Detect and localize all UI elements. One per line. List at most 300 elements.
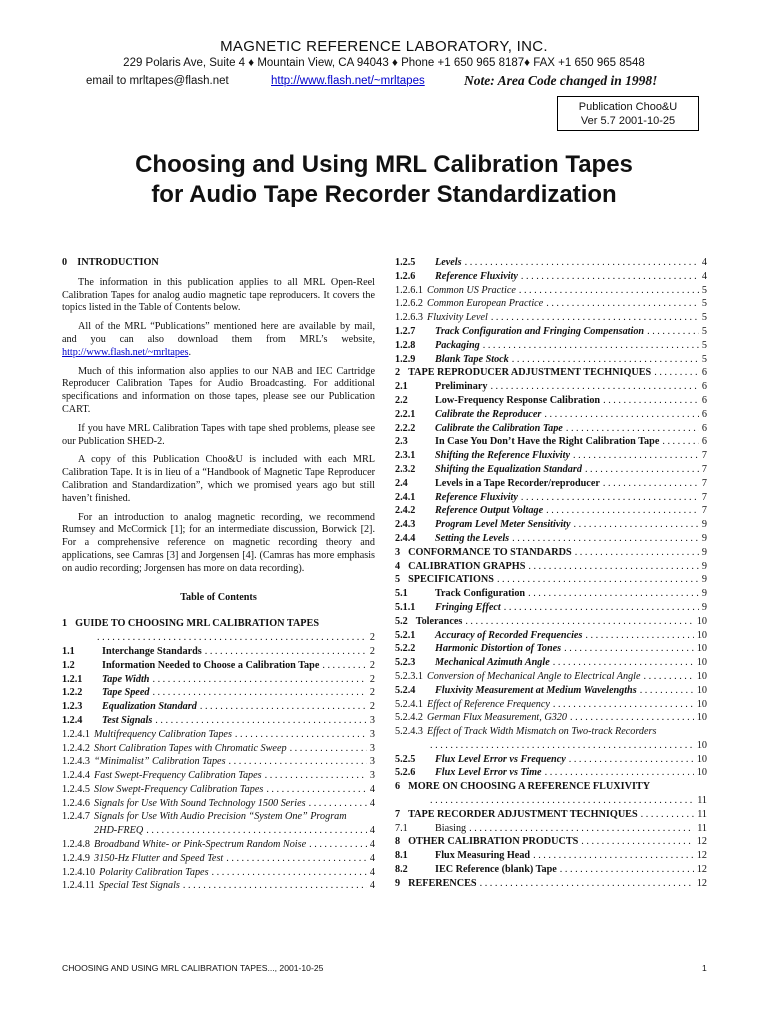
toc-leader-dots [519, 285, 699, 298]
toc-entry[interactable] [395, 271, 707, 285]
toc-page-number: 5 [701, 298, 707, 310]
toc-leader-dots [205, 646, 367, 659]
toc-leader-dots [309, 839, 367, 852]
toc-leader-dots [603, 395, 699, 408]
toc-entry-number: 1.2.4.6 [62, 797, 91, 809]
toc-entry[interactable] [395, 561, 707, 575]
toc-entry[interactable] [62, 756, 375, 770]
toc-entry-text: Shifting the Reference Fluxivity [435, 450, 570, 462]
toc-entry[interactable] [395, 588, 707, 602]
toc-entry[interactable] [395, 712, 707, 726]
toc-entry-number: 1.2.6.1 [395, 284, 424, 296]
toc-entry-number: 2.4.1 [395, 491, 416, 503]
toc-page-number: 9 [701, 560, 707, 572]
toc-entry-number: 1.2.4.5 [62, 783, 91, 795]
toc-leader-dots [430, 795, 694, 809]
toc-page-number: 10 [696, 615, 707, 627]
toc-entry[interactable] [395, 381, 707, 395]
toc-leader-dots [290, 743, 367, 756]
toc-entry-number: 1.2.3 [62, 701, 83, 713]
toc-entry-text: Flux Level Error vs Time [435, 767, 542, 779]
toc-entry[interactable] [395, 285, 707, 299]
toc-entry-text: Signals for Use With Sound Technology 1500 Series [94, 797, 306, 809]
toc-page-number: 3 [369, 756, 375, 768]
toc-entry-number: 1.2.4.2 [62, 742, 91, 754]
toc-entry-number: 2.2.1 [395, 408, 416, 420]
toc-entry-number: 1.2.7 [395, 325, 416, 337]
toc-entry-text: Short Calibration Tapes with Chromatic Sweep [94, 742, 287, 754]
toc-entry[interactable] [395, 616, 707, 630]
toc-entry[interactable] [395, 478, 707, 492]
toc-leader-dots [662, 436, 699, 449]
toc-leader-dots [229, 756, 367, 769]
toc-page-number: 6 [701, 422, 707, 434]
toc-entry-text: Test Signals [102, 714, 153, 726]
toc-entry-text: GUIDE TO CHOOSING MRL CALIBRATION TAPES [75, 618, 319, 630]
toc-entry[interactable] [62, 867, 375, 881]
toc-page-number: 2 [369, 659, 375, 671]
toc-entry[interactable] [395, 436, 707, 450]
toc-entry-number: 1.2.9 [395, 353, 416, 365]
toc-leader-dots [146, 825, 367, 839]
toc-leader-dots [654, 367, 699, 380]
page-number: 1 [702, 963, 707, 973]
toc-entry-number: 5.2.5 [395, 753, 416, 765]
toc-entry[interactable] [395, 643, 707, 657]
toc-entry-number: 5.2.3 [395, 657, 416, 669]
toc-entry-number: 5.2.3.1 [395, 670, 424, 682]
publication-box [557, 96, 699, 131]
toc-entry-number: 5.2.1 [395, 629, 416, 641]
toc-entry-number: 2.2 [395, 394, 408, 406]
toc-entry-number: 1.2.4 [62, 714, 83, 726]
toc-entry-text: Accuracy of Recorded Frequencies [435, 629, 583, 641]
toc-entry-text: Calibrate the Calibration Tape [435, 422, 563, 434]
right-column [395, 257, 707, 892]
toc-page-number: 10 [696, 670, 707, 682]
toc-entry-number: 1.2.4.7 [62, 811, 91, 823]
toc-entry[interactable] [395, 519, 707, 533]
toc-entry-number: 2.4.2 [395, 505, 416, 517]
toc-leader-dots [465, 616, 693, 629]
toc-entry-text: MORE ON CHOOSING A REFERENCE FLUXIVITY [408, 781, 651, 793]
toc-entry-continuation [62, 632, 375, 646]
toc-entry-number: 1.2.4.11 [62, 880, 95, 892]
toc-entry-text: Tape Speed [102, 687, 150, 699]
toc-entry-number: 5.2.6 [395, 767, 416, 779]
toc-entry[interactable] [395, 685, 707, 699]
toc-leader-dots [465, 257, 699, 270]
toc-page-number: 12 [696, 877, 707, 889]
toc-leader-dots [152, 674, 366, 687]
toc-entry[interactable] [395, 781, 707, 795]
toc-page-number: 2 [369, 645, 375, 657]
toc-entry-number: 2.4.4 [395, 532, 416, 544]
toc-page-number: 10 [696, 643, 707, 655]
toc-leader-dots [497, 574, 699, 587]
toc-page-number: 7 [701, 477, 707, 489]
toc-leader-dots [490, 381, 698, 394]
toc-entry-text: Shifting the Equalization Standard [435, 463, 582, 475]
toc-entry[interactable] [395, 423, 707, 437]
toc-leader-dots [521, 492, 699, 505]
toc-entry[interactable] [395, 864, 707, 878]
toc-page-number: 4 [369, 825, 375, 837]
toc-leader-dots [309, 798, 367, 811]
toc-leader-dots [644, 671, 694, 684]
toc-entry-text: Mechanical Azimuth Angle [435, 657, 550, 669]
toc-entry-text: CALIBRATION GRAPHS [408, 560, 526, 572]
toc-entry-text: OTHER CALIBRATION PRODUCTS [408, 836, 579, 848]
toc-entry[interactable] [395, 298, 707, 312]
toc-entry[interactable] [62, 784, 375, 798]
toc-leader-dots [570, 712, 694, 725]
toc-entry-number: 2.4 [395, 477, 408, 489]
left-column [62, 257, 375, 894]
toc-page-number: 2 [369, 687, 375, 699]
toc-entry-number: 1.2.8 [395, 339, 416, 351]
toc-page-number: 10 [696, 739, 707, 751]
toc-entry-text: Packaging [435, 339, 480, 351]
toc-page-number: 6 [701, 367, 707, 379]
toc-entry-number: 6 [395, 781, 401, 793]
toc-entry-text: Harmonic Distortion of Tones [435, 643, 562, 655]
toc-entry-number: 8 [395, 836, 401, 848]
toc-entry-text: 3150-Hz Flutter and Speed Test [94, 852, 224, 864]
toc-entry[interactable] [62, 811, 375, 825]
toc-leader-dots [322, 660, 367, 673]
toc-leader-dots [585, 630, 693, 643]
toc-leader-dots [641, 809, 695, 822]
toc-page-number: 12 [696, 850, 707, 862]
toc-right-list [395, 257, 707, 892]
intro-paragraph-2-text: All of the MRL “Publications” mentioned here are available by mail, and you can also download them from MRL’s website, [62, 321, 375, 345]
toc-leader-dots [544, 409, 699, 422]
toc-leader-dots [528, 588, 699, 601]
toc-leader-dots [155, 715, 367, 728]
toc-entry[interactable] [395, 574, 707, 588]
title-line-2: for Audio Tape Recorder Standardization [151, 181, 617, 208]
toc-entry-number: 1.2.5 [395, 257, 416, 268]
toc-entry-text: Information Needed to Choose a Calibration Tape [102, 659, 320, 671]
toc-entry-number: 9 [395, 877, 401, 889]
toc-leader-dots [546, 505, 699, 518]
toc-page-number: 3 [369, 770, 375, 782]
toc-page-number: 5 [701, 284, 707, 296]
toc-entry[interactable] [395, 464, 707, 478]
toc-entry-text: German Flux Measurement, G320 [427, 712, 567, 724]
toc-entry-number: 1.2.4.4 [62, 770, 91, 782]
toc-leader-dots [491, 312, 699, 325]
toc-entry[interactable] [395, 367, 707, 381]
toc-leader-dots [512, 533, 699, 546]
toc-leader-dots [574, 519, 699, 532]
toc-leader-dots [212, 867, 367, 880]
toc-entry[interactable] [395, 312, 707, 326]
toc-entry[interactable] [62, 660, 375, 674]
toc-entry[interactable] [395, 354, 707, 368]
toc-entry[interactable] [395, 492, 707, 506]
toc-entry-text: Setting the Levels [435, 532, 510, 544]
toc-entry-number: 5.1.1 [395, 601, 416, 613]
toc-entry[interactable] [62, 618, 375, 632]
toc-entry-number: 5.2.4.1 [395, 698, 424, 710]
toc-page-number: 10 [696, 712, 707, 724]
toc-page-number: 3 [369, 728, 375, 740]
toc-entry[interactable] [395, 767, 707, 781]
toc-entry[interactable] [395, 699, 707, 713]
toc-entry-text: TAPE RECORDER ADJUSTMENT TECHNIQUES [408, 808, 638, 820]
toc-leader-dots [640, 685, 694, 698]
toc-entry-number: 5.2.2 [395, 643, 416, 655]
toc-page-number: 7 [701, 463, 707, 475]
toc-entry-text: Flux Measuring Head [435, 850, 531, 862]
toc-page-number: 6 [701, 381, 707, 393]
toc-entry-text: In Case You Don’t Have the Right Calibration Tape [435, 436, 660, 448]
toc-entry-text: Low-Frequency Response Calibration [435, 394, 601, 406]
toc-entry[interactable] [395, 340, 707, 354]
toc-page-number: 6 [701, 436, 707, 448]
toc-entry-text: Blank Tape Stock [435, 353, 509, 365]
toc-entry-text: TAPE REPRODUCER ADJUSTMENT TECHNIQUES [408, 367, 652, 379]
toc-entry-text: REFERENCES [408, 877, 477, 889]
toc-leader-dots [560, 864, 694, 877]
toc-entry[interactable] [395, 795, 707, 809]
toc-entry[interactable] [62, 687, 375, 701]
toc-entry[interactable] [62, 701, 375, 715]
toc-page-number: 11 [697, 822, 707, 834]
toc-leader-dots [585, 464, 699, 477]
toc-leader-dots [575, 547, 699, 560]
toc-page-number: 5 [701, 353, 707, 365]
toc-entry[interactable] [395, 850, 707, 864]
toc-leader-dots [183, 880, 367, 893]
toc-entry[interactable] [395, 657, 707, 671]
toc-entry-text: CONFORMANCE TO STANDARDS [408, 546, 572, 558]
toc-entry[interactable] [395, 395, 707, 409]
toc-leader-dots [504, 602, 699, 615]
toc-entry[interactable] [395, 754, 707, 768]
toc-entry[interactable] [395, 257, 707, 271]
toc-entry-text: Signals for Use With Audio Precision “System One” Program [94, 811, 347, 823]
toc-leader-dots [647, 326, 699, 339]
toc-entry[interactable] [395, 823, 707, 837]
toc-leader-dots [521, 271, 699, 284]
toc-page-number: 2 [369, 701, 375, 713]
toc-entry[interactable] [62, 729, 375, 743]
toc-entry-number: 1.2.2 [62, 687, 83, 699]
toc-entry-text: Common European Practice [427, 298, 544, 310]
toc-entry-text: Levels in a Tape Recorder/reproducer [435, 477, 600, 489]
publication-id: Publication Choo&U [578, 101, 678, 113]
toc-page-number: 11 [697, 795, 707, 807]
toc-entry-number: 5.1 [395, 588, 408, 600]
toc-leader-dots [430, 740, 694, 754]
toc-entry-text: Levels [435, 257, 462, 268]
toc-entry[interactable] [62, 646, 375, 660]
toc-entry-number: 7 [395, 808, 401, 820]
toc-page-number: 10 [696, 657, 707, 669]
toc-entry[interactable] [395, 878, 707, 892]
toc-entry[interactable] [62, 715, 375, 729]
toc-page-number: 12 [696, 836, 707, 848]
toc-page-number: 12 [696, 864, 707, 876]
toc-entry-number: 5.2 [395, 615, 408, 627]
toc-page-number: 4 [701, 270, 707, 282]
toc-entry[interactable] [395, 326, 707, 340]
toc-entry-text: Effect of Reference Frequency [427, 698, 550, 710]
toc-leader-dots [566, 423, 699, 436]
toc-entry-text: Fast Swept-Frequency Calibration Tapes [94, 770, 262, 782]
toc-entry-number: 1.2.6 [395, 270, 416, 282]
toc-entry-number: 8.1 [395, 850, 408, 862]
toc-entry-text: Broadband White- or Pink-Spectrum Random Noise [94, 839, 307, 851]
toc-entry-text: Program Level Meter Sensitivity [435, 519, 571, 531]
toc-page-number: 6 [701, 408, 707, 420]
toc-page-number: 11 [697, 808, 707, 820]
document-title [0, 150, 768, 210]
toc-leader-dots [469, 823, 694, 836]
toc-entry-text: Preliminary [435, 381, 488, 393]
toc-entry-number: 1.2 [62, 659, 75, 671]
toc-page-number: 9 [701, 601, 707, 613]
toc-entry[interactable] [395, 533, 707, 547]
toc-entry-text: Biasing [435, 822, 467, 834]
toc-page-number: 10 [696, 767, 707, 779]
toc-leader-dots [226, 853, 367, 866]
email-text: email to mrltapes@flash.net [86, 75, 229, 87]
toc-page-number: 4 [701, 257, 707, 268]
intro-heading: 0 INTRODUCTION [62, 257, 159, 268]
intro-paragraph-5: A copy of this Publication Choo&U is included with each MRL Calibration Tape. It is in lieu of a “Handbook of Magnetic Tape Reproducer Calibration and Standardization”, which we promised years ago but still haven’t finished. [62, 454, 375, 504]
toc-entry-text: Effect of Track Width Mismatch on Two-track Recorders [427, 726, 657, 738]
toc-leader-dots [545, 767, 694, 780]
toc-entry-text: Fluxivity Level [427, 312, 488, 324]
toc-entry-number: 1.1 [62, 645, 75, 657]
toc-entry-number: 3 [395, 546, 401, 558]
toc-entry[interactable] [62, 825, 375, 839]
toc-entry-text: Calibrate the Reproducer [435, 408, 542, 420]
toc-page-number: 3 [369, 742, 375, 754]
toc-entry-text: IEC Reference (blank) Tape [435, 864, 557, 876]
toc-page-number: 4 [369, 852, 375, 864]
toc-entry-text: Interchange Standards [102, 645, 202, 657]
toc-entry-text: Flux Level Error vs Frequency [435, 753, 566, 765]
toc-page-number: 4 [369, 866, 375, 878]
toc-leader-dots [581, 836, 694, 849]
toc-entry-number: 5 [395, 574, 401, 586]
intro-paragraph-6: For an introduction to analog magnetic recording, we recommend Rumsey and McCormick [1]; for an intermediate discussion, Borwick [2]. For a comprehensive reference on magnetic recording theory and applications, see Camras [3] and Jorgensen [4]. (Camras has more emphasis on audio recording; Jorgensen has more on data recording). [62, 511, 375, 574]
toc-entry[interactable] [395, 726, 707, 740]
toc-page-number: 10 [696, 684, 707, 696]
toc-entry-number: 5.2.4.3 [395, 726, 424, 738]
toc-entry-number: 2.4.3 [395, 519, 416, 531]
toc-leader-dots [235, 729, 367, 742]
toc-page-number: 5 [701, 312, 707, 324]
toc-page-number: 5 [701, 325, 707, 337]
toc-entry[interactable] [62, 839, 375, 853]
toc-page-number: 7 [701, 450, 707, 462]
toc-leader-dots [573, 450, 699, 463]
toc-entry-number: 2 [395, 367, 401, 379]
toc-leader-dots [97, 632, 367, 646]
toc-entry-text: Reference Fluxivity [435, 270, 518, 282]
toc-entry[interactable] [62, 743, 375, 757]
toc-entry[interactable] [62, 770, 375, 784]
toc-entry-text: Conversion of Mechanical Angle to Electrical Angle [427, 670, 641, 682]
toc-entry-text: Equalization Standard [102, 701, 197, 713]
toc-entry[interactable] [62, 798, 375, 812]
toc-entry[interactable] [395, 740, 707, 754]
toc-entry-number: 1.2.4.1 [62, 728, 91, 740]
intro-paragraph-2: All of the MRL “Publications” mentioned here are available by mail, and you can also download them from MRL’s website, http://www.flash.net/~mrltapes. [62, 321, 375, 358]
toc-entry-number: 1.2.6.3 [395, 312, 424, 324]
toc-page-number: 9 [701, 546, 707, 558]
toc-page-number: 4 [369, 880, 375, 892]
toc-entry[interactable] [395, 505, 707, 519]
toc-entry[interactable] [62, 674, 375, 688]
toc-leader-dots [480, 878, 694, 891]
toc-entry-number: 2.3 [395, 436, 408, 448]
toc-page-number: 9 [701, 588, 707, 600]
toc-entry[interactable] [395, 809, 707, 823]
toc-entry[interactable] [62, 853, 375, 867]
toc-entry[interactable] [395, 836, 707, 850]
toc-leader-dots [603, 478, 699, 491]
intro-website-link[interactable]: http://www.flash.net/~mrltapes [62, 346, 189, 358]
toc-entry[interactable] [62, 880, 375, 894]
toc-entry-text: Fluxivity Measurement at Medium Wavelengths [435, 684, 637, 696]
toc-page-number: 9 [701, 532, 707, 544]
toc-page-number: 4 [369, 797, 375, 809]
toc-page-number: 4 [369, 783, 375, 795]
toc-page-number: 10 [696, 629, 707, 641]
toc-entry-text: Track Configuration and Fringing Compensation [435, 325, 645, 337]
toc-entry[interactable] [395, 409, 707, 423]
intro-paragraph-1: The information in this publication applies to all MRL Open-Reel Calibration Tapes for analog audio magnetic tape reproducers. It covers the topics listed in the Table of Contents below. [62, 276, 375, 314]
area-code-note: Note: Area Code changed in 1998! [464, 73, 658, 88]
toc-entry-number: 2.2.2 [395, 422, 416, 434]
toc-entry[interactable] [395, 450, 707, 464]
contact-address-line: 229 Polaris Ave, Suite 4 ♦ Mountain View, CA 94043 ♦ Phone +1 650 965 8187♦ FAX +1 650 965 8548 [123, 57, 645, 69]
toc-left-list [62, 618, 375, 894]
toc-entry-number: 1.2.4.3 [62, 756, 91, 768]
toc-entry[interactable] [395, 671, 707, 685]
toc-page-number: 5 [701, 339, 707, 351]
toc-entry-number: 1.2.4.8 [62, 839, 91, 851]
title-line-1: Choosing and Using MRL Calibration Tapes [135, 151, 633, 178]
toc-entry[interactable] [395, 547, 707, 561]
toc-entry-number: 7.1 [395, 822, 408, 834]
publication-version: Ver 5.7 2001-10-25 [580, 115, 676, 127]
toc-leader-dots [553, 657, 694, 670]
toc-page-number: 2 [369, 673, 375, 685]
toc-entry-text: Reference Output Voltage [435, 505, 544, 517]
toc-leader-dots [512, 354, 699, 367]
toc-page-number: 10 [696, 753, 707, 765]
toc-page-number: 2 [369, 632, 375, 644]
toc-entry[interactable] [395, 630, 707, 644]
toc-entry-text: Special Test Signals [98, 880, 180, 892]
toc-entry[interactable] [395, 602, 707, 616]
toc-entry-text: Reference Fluxivity [435, 491, 518, 503]
toc-entry-text: Track Configuration [435, 588, 526, 600]
website-link[interactable]: http://www.flash.net/~mrltapes [271, 75, 425, 87]
contact-email-line [86, 73, 658, 88]
toc-leader-dots [564, 643, 694, 656]
footer-text: CHOOSING AND USING MRL CALIBRATION TAPES..., 2001-10-25 [62, 963, 324, 973]
toc-page-number: 3 [369, 714, 375, 726]
